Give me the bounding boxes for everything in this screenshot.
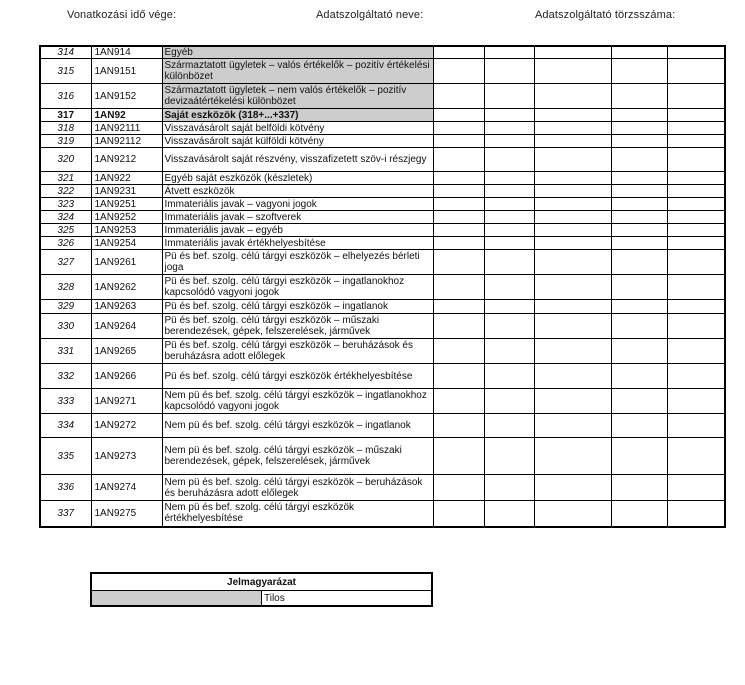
row-description: Nem pü és bef. szolg. célú tárgyi eszközök – ingatlanokhoz kapcsolódó vagyoni jogok [162, 389, 433, 414]
value-cell[interactable] [534, 109, 611, 122]
value-cell[interactable] [667, 339, 725, 364]
row-number: 326 [40, 237, 91, 250]
legend-title: Jelmagyarázat [91, 573, 432, 591]
value-cell[interactable] [433, 84, 484, 109]
row-number: 323 [40, 198, 91, 211]
provider-name-label: Adatszolgáltató neve: [316, 9, 424, 21]
table-row [40, 185, 725, 198]
table-row [40, 501, 725, 527]
value-cell[interactable] [667, 46, 725, 59]
value-cell[interactable] [433, 275, 484, 300]
row-number: 330 [40, 314, 91, 339]
row-code: 1AN9272 [91, 414, 162, 438]
row-number: 320 [40, 148, 91, 172]
value-cell[interactable] [433, 185, 484, 198]
value-cell[interactable] [611, 185, 667, 198]
row-description: Származtatott ügyletek – valós értékelők – pozitív értékelési különbözet [162, 59, 433, 84]
row-number: 328 [40, 275, 91, 300]
value-cell[interactable] [484, 109, 534, 122]
value-cell[interactable] [534, 300, 611, 314]
table-row [40, 364, 725, 389]
table-body [40, 46, 725, 527]
value-cell[interactable] [611, 135, 667, 148]
value-cell[interactable] [534, 135, 611, 148]
table-row [40, 172, 725, 185]
row-number: 316 [40, 84, 91, 109]
row-description: Pü és bef. szolg. célú tárgyi eszközök – ingatlanokhoz kapcsolódó vagyoni jogok [162, 275, 433, 300]
row-code: 1AN9274 [91, 475, 162, 501]
value-cell[interactable] [611, 46, 667, 59]
value-cell[interactable] [611, 237, 667, 250]
row-number: 318 [40, 122, 91, 135]
row-code: 1AN9265 [91, 339, 162, 364]
value-cell[interactable] [611, 389, 667, 414]
value-cell[interactable] [534, 364, 611, 389]
row-code: 1AN9152 [91, 84, 162, 109]
table-row [40, 198, 725, 211]
row-description: Egyéb [162, 46, 433, 59]
row-code: 1AN9254 [91, 237, 162, 250]
value-cell[interactable] [667, 389, 725, 414]
value-cell[interactable] [433, 475, 484, 501]
row-description: Visszavásárolt saját belföldi kötvény [162, 122, 433, 135]
value-cell[interactable] [611, 314, 667, 339]
table-row [40, 135, 725, 148]
table-row [40, 300, 725, 314]
table-row [40, 414, 725, 438]
value-cell[interactable] [667, 211, 725, 224]
value-cell[interactable] [433, 501, 484, 527]
value-cell[interactable] [534, 122, 611, 135]
value-cell[interactable] [611, 250, 667, 275]
table-row [40, 339, 725, 364]
table-row [40, 438, 725, 475]
row-description: Pü és bef. szolg. célú tárgyi eszközök – műszaki berendezések, gépek, felszerelések, járművek [162, 314, 433, 339]
value-cell[interactable] [534, 275, 611, 300]
row-number: 331 [40, 339, 91, 364]
table-row [40, 59, 725, 84]
value-cell[interactable] [667, 148, 725, 172]
table-row [40, 84, 725, 109]
row-number: 332 [40, 364, 91, 389]
value-cell[interactable] [433, 339, 484, 364]
value-cell[interactable] [534, 211, 611, 224]
row-number: 327 [40, 250, 91, 275]
value-cell[interactable] [667, 501, 725, 527]
row-code: 1AN92111 [91, 122, 162, 135]
row-number: 336 [40, 475, 91, 501]
value-cell[interactable] [611, 339, 667, 364]
value-cell[interactable] [611, 414, 667, 438]
value-cell[interactable] [484, 185, 534, 198]
row-number: 335 [40, 438, 91, 475]
value-cell[interactable] [433, 198, 484, 211]
value-cell[interactable] [433, 59, 484, 84]
table-row [40, 314, 725, 339]
row-code: 1AN92112 [91, 135, 162, 148]
row-code: 1AN9262 [91, 275, 162, 300]
value-cell[interactable] [611, 300, 667, 314]
value-cell[interactable] [484, 314, 534, 339]
value-cell[interactable] [433, 46, 484, 59]
provider-id-label: Adatszolgáltató törzsszáma: [535, 9, 676, 21]
row-description: Pü és bef. szolg. célú tárgyi eszközök értékhelyesbítése [162, 364, 433, 389]
value-cell[interactable] [611, 148, 667, 172]
value-cell[interactable] [433, 314, 484, 339]
row-number: 325 [40, 224, 91, 237]
value-cell[interactable] [534, 84, 611, 109]
table-row [40, 211, 725, 224]
row-description: Nem pü és bef. szolg. célú tárgyi eszközök értékhelyesbítése [162, 501, 433, 527]
table-row [40, 250, 725, 275]
value-cell[interactable] [611, 211, 667, 224]
value-cell[interactable] [611, 198, 667, 211]
value-cell[interactable] [534, 237, 611, 250]
row-number: 314 [40, 46, 91, 59]
value-cell[interactable] [433, 389, 484, 414]
value-cell[interactable] [611, 122, 667, 135]
value-cell[interactable] [611, 59, 667, 84]
table-row [40, 148, 725, 172]
value-cell[interactable] [667, 414, 725, 438]
value-cell[interactable] [433, 148, 484, 172]
row-code: 1AN9212 [91, 148, 162, 172]
row-number: 317 [40, 109, 91, 122]
value-cell[interactable] [433, 438, 484, 475]
value-cell[interactable] [484, 339, 534, 364]
value-cell[interactable] [611, 475, 667, 501]
value-cell[interactable] [484, 364, 534, 389]
value-cell[interactable] [667, 475, 725, 501]
row-code: 1AN9261 [91, 250, 162, 275]
value-cell[interactable] [667, 109, 725, 122]
value-cell[interactable] [534, 389, 611, 414]
row-code: 1AN9252 [91, 211, 162, 224]
row-description: Immateriális javak értékhelyesbítése [162, 237, 433, 250]
value-cell[interactable] [484, 438, 534, 475]
value-cell[interactable] [667, 237, 725, 250]
value-cell[interactable] [667, 198, 725, 211]
value-cell[interactable] [484, 250, 534, 275]
table-row [40, 237, 725, 250]
value-cell[interactable] [484, 198, 534, 211]
value-cell[interactable] [667, 275, 725, 300]
value-cell[interactable] [667, 122, 725, 135]
row-number: 319 [40, 135, 91, 148]
table-row [40, 122, 725, 135]
value-cell[interactable] [433, 135, 484, 148]
value-cell[interactable] [534, 224, 611, 237]
row-number: 337 [40, 501, 91, 527]
legend-table [90, 572, 433, 607]
value-cell[interactable] [484, 172, 534, 185]
value-cell[interactable] [534, 148, 611, 172]
value-cell[interactable] [611, 364, 667, 389]
row-code: 1AN92 [91, 109, 162, 122]
value-cell[interactable] [484, 237, 534, 250]
value-cell[interactable] [667, 300, 725, 314]
value-cell[interactable] [433, 211, 484, 224]
table-row [40, 109, 725, 122]
value-cell[interactable] [484, 84, 534, 109]
value-cell[interactable] [534, 185, 611, 198]
value-cell[interactable] [667, 250, 725, 275]
value-cell[interactable] [611, 224, 667, 237]
row-number: 315 [40, 59, 91, 84]
value-cell[interactable] [534, 438, 611, 475]
table-row [40, 46, 725, 59]
value-cell[interactable] [611, 438, 667, 475]
value-cell[interactable] [667, 172, 725, 185]
value-cell[interactable] [433, 414, 484, 438]
value-cell[interactable] [484, 300, 534, 314]
row-number: 324 [40, 211, 91, 224]
row-number: 322 [40, 185, 91, 198]
row-description: Pü és bef. szolg. célú tárgyi eszközök – beruházások és beruházásra adott előlegek [162, 339, 433, 364]
row-description: Származtatott ügyletek – nem valós értékelők – pozitív devizaátértékelési különbözet [162, 84, 433, 109]
row-code: 1AN9275 [91, 501, 162, 527]
value-cell[interactable] [534, 59, 611, 84]
value-cell[interactable] [534, 339, 611, 364]
value-cell[interactable] [484, 59, 534, 84]
value-cell[interactable] [667, 438, 725, 475]
legend-swatch [91, 591, 262, 607]
value-cell[interactable] [433, 122, 484, 135]
row-code: 1AN9264 [91, 314, 162, 339]
value-cell[interactable] [534, 250, 611, 275]
value-cell[interactable] [534, 198, 611, 211]
value-cell[interactable] [484, 501, 534, 527]
value-cell[interactable] [534, 501, 611, 527]
row-number: 321 [40, 172, 91, 185]
row-code: 1AN9273 [91, 438, 162, 475]
row-number: 333 [40, 389, 91, 414]
value-cell[interactable] [667, 364, 725, 389]
data-table [39, 45, 726, 528]
value-cell[interactable] [667, 135, 725, 148]
row-description: Pü és bef. szolg. célú tárgyi eszközök – elhelyezés bérleti joga [162, 250, 433, 275]
row-code: 1AN9263 [91, 300, 162, 314]
row-code: 1AN9251 [91, 198, 162, 211]
row-code: 1AN9266 [91, 364, 162, 389]
row-description: Nem pü és bef. szolg. célú tárgyi eszközök – beruházások és beruházásra adott előlegek [162, 475, 433, 501]
value-cell[interactable] [433, 300, 484, 314]
legend-item-label: Tilos [262, 591, 433, 607]
value-cell[interactable] [484, 135, 534, 148]
value-cell[interactable] [534, 172, 611, 185]
value-cell[interactable] [667, 59, 725, 84]
value-cell[interactable] [667, 84, 725, 109]
row-description: Immateriális javak – egyéb [162, 224, 433, 237]
table-row [40, 224, 725, 237]
row-code: 1AN9231 [91, 185, 162, 198]
row-description: Átvett eszközök [162, 185, 433, 198]
value-cell[interactable] [611, 172, 667, 185]
row-description: Saját eszközök (318+...+337) [162, 109, 433, 122]
value-cell[interactable] [484, 224, 534, 237]
value-cell[interactable] [484, 475, 534, 501]
value-cell[interactable] [534, 46, 611, 59]
row-number: 329 [40, 300, 91, 314]
table-row [40, 389, 725, 414]
value-cell[interactable] [611, 84, 667, 109]
row-code: 1AN9253 [91, 224, 162, 237]
value-cell[interactable] [611, 275, 667, 300]
value-cell[interactable] [611, 109, 667, 122]
value-cell[interactable] [484, 148, 534, 172]
value-cell[interactable] [484, 389, 534, 414]
row-description: Immateriális javak – vagyoni jogok [162, 198, 433, 211]
value-cell[interactable] [667, 224, 725, 237]
value-cell[interactable] [484, 275, 534, 300]
value-cell[interactable] [611, 501, 667, 527]
value-cell[interactable] [534, 414, 611, 438]
value-cell[interactable] [484, 46, 534, 59]
period-label: Vonatkozási idő vége: [67, 9, 177, 21]
value-cell[interactable] [484, 211, 534, 224]
value-cell[interactable] [433, 172, 484, 185]
value-cell[interactable] [484, 122, 534, 135]
row-description: Nem pü és bef. szolg. célú tárgyi eszközök – ingatlanok [162, 414, 433, 438]
value-cell[interactable] [433, 224, 484, 237]
value-cell[interactable] [484, 414, 534, 438]
value-cell[interactable] [433, 109, 484, 122]
row-description: Visszavásárolt saját külföldi kötvény [162, 135, 433, 148]
value-cell[interactable] [433, 250, 484, 275]
row-code: 1AN9151 [91, 59, 162, 84]
row-number: 334 [40, 414, 91, 438]
row-description: Pü és bef. szolg. célú tárgyi eszközök – ingatlanok [162, 300, 433, 314]
row-code: 1AN9271 [91, 389, 162, 414]
value-cell[interactable] [433, 237, 484, 250]
value-cell[interactable] [433, 364, 484, 389]
row-code: 1AN922 [91, 172, 162, 185]
table-row [40, 275, 725, 300]
value-cell[interactable] [667, 314, 725, 339]
row-description: Nem pü és bef. szolg. célú tárgyi eszközök – műszaki berendezések, gépek, felszerelések, járművek [162, 438, 433, 475]
value-cell[interactable] [534, 475, 611, 501]
row-code: 1AN914 [91, 46, 162, 59]
value-cell[interactable] [667, 185, 725, 198]
row-description: Visszavásárolt saját részvény, visszafizetett szöv-i részjegy [162, 148, 433, 172]
row-description: Immateriális javak – szoftverek [162, 211, 433, 224]
row-description: Egyéb saját eszközök (készletek) [162, 172, 433, 185]
value-cell[interactable] [534, 314, 611, 339]
table-row [40, 475, 725, 501]
